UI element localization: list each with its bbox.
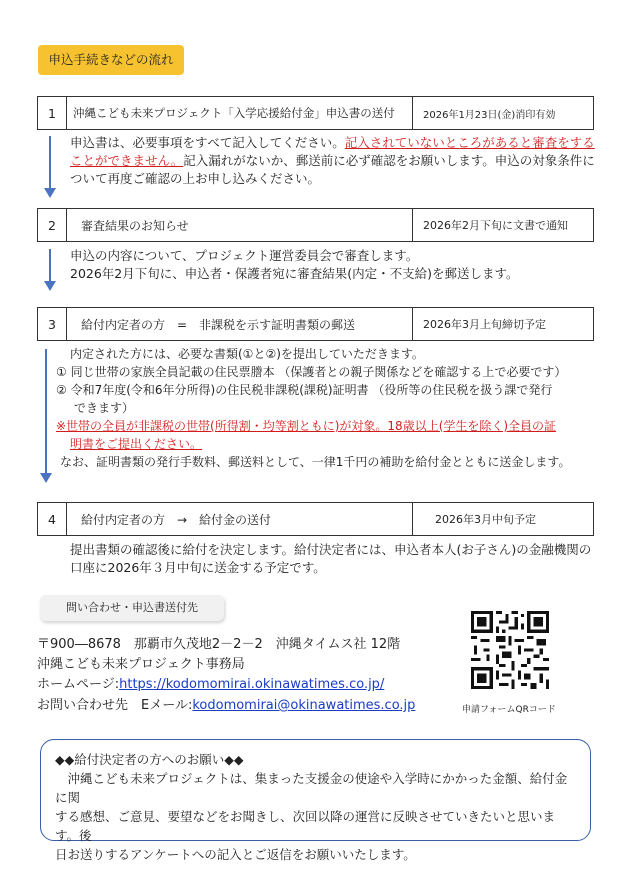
step-title: 沖縄こども未来プロジェクト「入学応援給付金」申込書の送付 [67,97,413,129]
step-1-row [37,96,594,130]
step-deadline: 2026年2月下旬に文書で通知 [423,219,568,232]
warning-text: 記入されていないところがあると審査をする [344,135,595,150]
step-deadline: 2026年1月23日(金)消印有効 [423,109,556,121]
step-3-description: 内定された方には、必要な書類(①と②)を提出していただきます。 ① 同じ世帯の家族全員記載の住民票謄本 （保護者との親子関係などを確認する上で必要です） ② 令和7年度(令和6年分所得)の住民税非課税(課税)証明書 （役所等の住民税を扱う課で発行 できます） ※世帯の全員が非課税の世帯(所得割・均等割ともに)が対象。18歳以上(学生を除く)全員の証 明書をご提出ください。 なお、証明書類の発行手数料、郵送料として、一律1千円の補助を給付金とともに送金します。 [56,347,571,469]
step-4-row [37,502,594,536]
step-1-description: 申込書は、必要事項をすべて記入してください。記入されていないところがあると審査をする ことができません。記入漏れがないか、郵送前に必ず確認をお願いします。申込の対象条件に ついて再度ご確認の上お申し込みください。 [70,135,595,186]
step-deadline: 2026年3月中旬予定 [435,513,536,526]
step-number: 3 [38,308,67,340]
step-2-description: 申込の内容について、プロジェクト運営委員会で審査します。 2026年2月下旬に、申込者・保護者宛に審査結果(内定・不支給)を郵送します。 [70,248,519,281]
step-title: 給付内定者の方 → 給付金の送付 [67,503,413,535]
step-deadline: 2026年3月上旬締切予定 [423,318,546,331]
homepage-link[interactable]: https://kodomomirai.okinawatimes.co.jp/ [119,677,385,692]
step-number: 2 [38,209,67,241]
step-2-row [37,208,594,242]
step-title: 審査結果のお知らせ [67,209,413,241]
flow-arrow [45,349,47,481]
step-3-row [37,307,594,341]
step-title: 給付内定者の方 = 非課税を示す証明書類の郵送 [67,308,413,340]
office-name: 沖縄こども未来プロジェクト事務局 [37,657,245,672]
notice-box: ◆◆給付決定者の方へのお願い◆◆ 沖縄こども未来プロジェクトは、集まった支援金の使途や入学時にかかった金額、給付金に関 する感想、ご意見、要望などをお聞きし、次回以降の運営に反映させていきたいと思います。後 日お送りするアンケートへの記入とご返信をお願いいたします。 [40,739,591,841]
notice-title: ◆◆給付決定者の方へのお願い◆◆ [55,752,244,767]
section-badge: 申込手続きなどの流れ [38,45,184,75]
homepage-line: ホームページ:https://kodomomirai.okinawatimes.co.jp/ [37,677,385,692]
qr-code-image[interactable] [471,611,549,689]
warning-text: ことができません。 [70,153,184,168]
qr-caption: 申請フォームQRコード [462,705,556,715]
email-line: お問い合わせ先 Eメール:kodomomirai@okinawatimes.co.jp [37,698,416,713]
warning-text: 明書をご提出ください。 [70,437,203,451]
flow-arrow [49,136,51,196]
flow-arrow [49,249,51,289]
postal-address: 〒900―8678 那覇市久茂地2－2－2 沖縄タイムス社 12階 [37,637,401,652]
email-link[interactable]: kodomomirai@okinawatimes.co.jp [192,698,416,713]
step-number: 1 [38,97,67,129]
contact-heading: 問い合わせ・申込書送付先 [40,595,224,621]
step-number: 4 [38,503,67,535]
warning-text: ※世帯の全員が非課税の世帯(所得割・均等割ともに)が対象。18歳以上(学生を除く)全員の証 [56,419,557,433]
step-4-description: 提出書類の確認後に給付を決定します。給付決定者には、申込者本人(お子さん)の金融機関の 口座に2026年３月中旬に送金する予定です。 [70,542,592,575]
